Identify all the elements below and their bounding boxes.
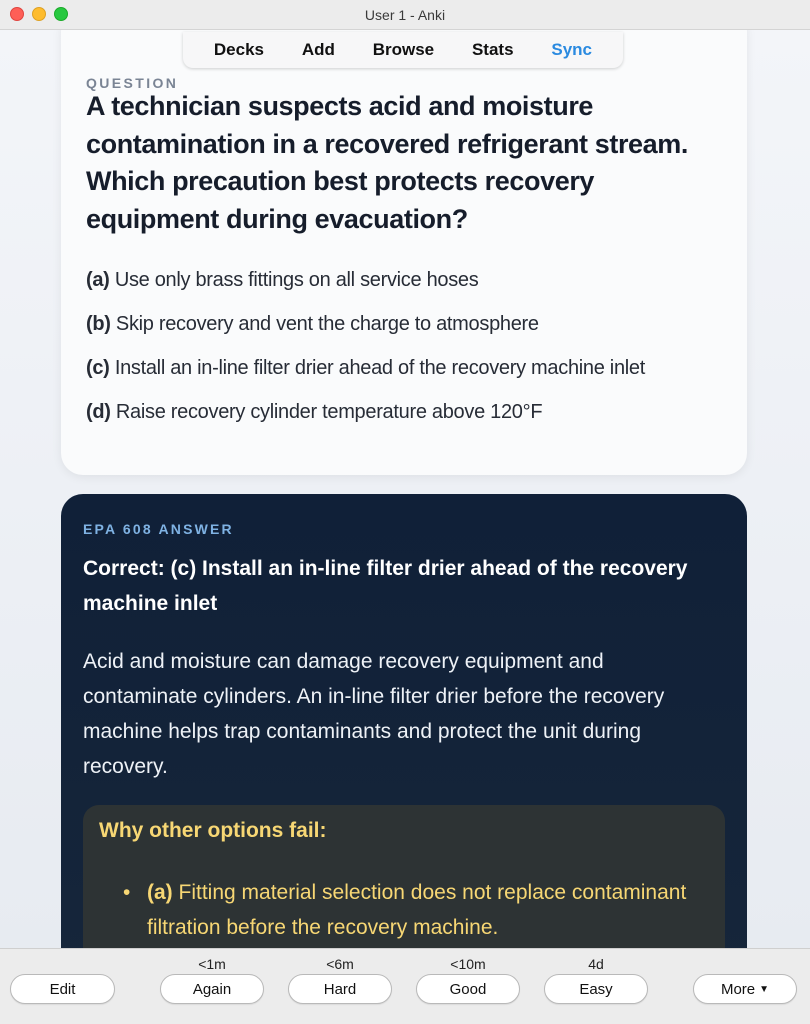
option-letter: (b) <box>86 313 111 335</box>
option-d <box>86 390 726 434</box>
card-view <box>0 30 810 948</box>
answer-bar <box>0 948 810 1024</box>
answer-options <box>86 258 726 434</box>
toolbar-browse[interactable]: Browse <box>372 40 435 59</box>
toolbar-decks[interactable]: Decks <box>213 40 265 59</box>
option-letter: (c) <box>86 357 110 379</box>
more-label: More <box>720 980 756 998</box>
toolbar-sync[interactable]: Sync <box>551 40 593 59</box>
option-letter: (d) <box>86 401 111 423</box>
option-text: Raise recovery cylinder temperature above 120°F <box>115 401 543 423</box>
toolbar-add[interactable]: Add <box>301 40 335 59</box>
why-list <box>123 875 693 945</box>
correct-answer: Correct: (c) Install an in-line filter drier ahead of the recovery machine inlet <box>83 557 688 615</box>
easy-interval: 4d <box>588 956 604 972</box>
hard-interval: <6m <box>326 956 354 972</box>
again-button[interactable]: Again <box>160 974 264 1004</box>
option-letter: (a) <box>86 269 110 291</box>
toolbar-stats[interactable]: Stats <box>471 40 514 59</box>
zoom-window-button[interactable] <box>54 7 68 21</box>
option-text: Skip recovery and vent the charge to atmosphere <box>115 313 539 335</box>
answer-label: EPA 608 ANSWER <box>83 521 234 537</box>
option-text: Install an in-line filter drier ahead of the recovery machine inlet <box>114 357 645 379</box>
good-interval: <10m <box>450 956 486 972</box>
good-button[interactable]: Good <box>416 974 520 1004</box>
option-b <box>86 302 726 346</box>
easy-button[interactable]: Easy <box>544 974 648 1004</box>
more-button[interactable] <box>693 974 797 1004</box>
why-item <box>123 875 693 945</box>
window-controls <box>10 7 68 21</box>
question-label: QUESTION <box>86 75 179 91</box>
option-a <box>86 258 726 302</box>
why-other-options-box <box>83 805 725 948</box>
why-item-text: Fitting material selection does not replace contaminant filtration before the recovery machine. <box>147 881 687 939</box>
close-window-button[interactable] <box>10 7 24 21</box>
answer-card <box>61 494 747 948</box>
question-text: A technician suspects acid and moisture contamination in a recovered refrigerant stream. Which precaution best protects recovery equipment during evacuation? <box>86 91 688 234</box>
option-text: Use only brass fittings on all service hoses <box>114 269 479 291</box>
question-card <box>61 30 747 475</box>
answer-explanation: Acid and moisture can damage recovery equipment and contaminate cylinders. An in-line filter drier before the recovery machine helps trap contaminants and protect the unit during recovery. <box>83 650 665 778</box>
title-bar <box>0 0 810 30</box>
edit-button[interactable]: Edit <box>10 974 115 1004</box>
why-title: Why other options fail: <box>99 819 327 842</box>
window-title: User 1 - Anki <box>364 6 446 23</box>
again-interval: <1m <box>198 956 226 972</box>
minimize-window-button[interactable] <box>32 7 46 21</box>
option-c <box>86 346 726 390</box>
why-item-letter: (a) <box>147 881 173 904</box>
caret-down-icon: ▼ <box>759 983 770 995</box>
main-toolbar <box>183 32 623 68</box>
hard-button[interactable]: Hard <box>288 974 392 1004</box>
